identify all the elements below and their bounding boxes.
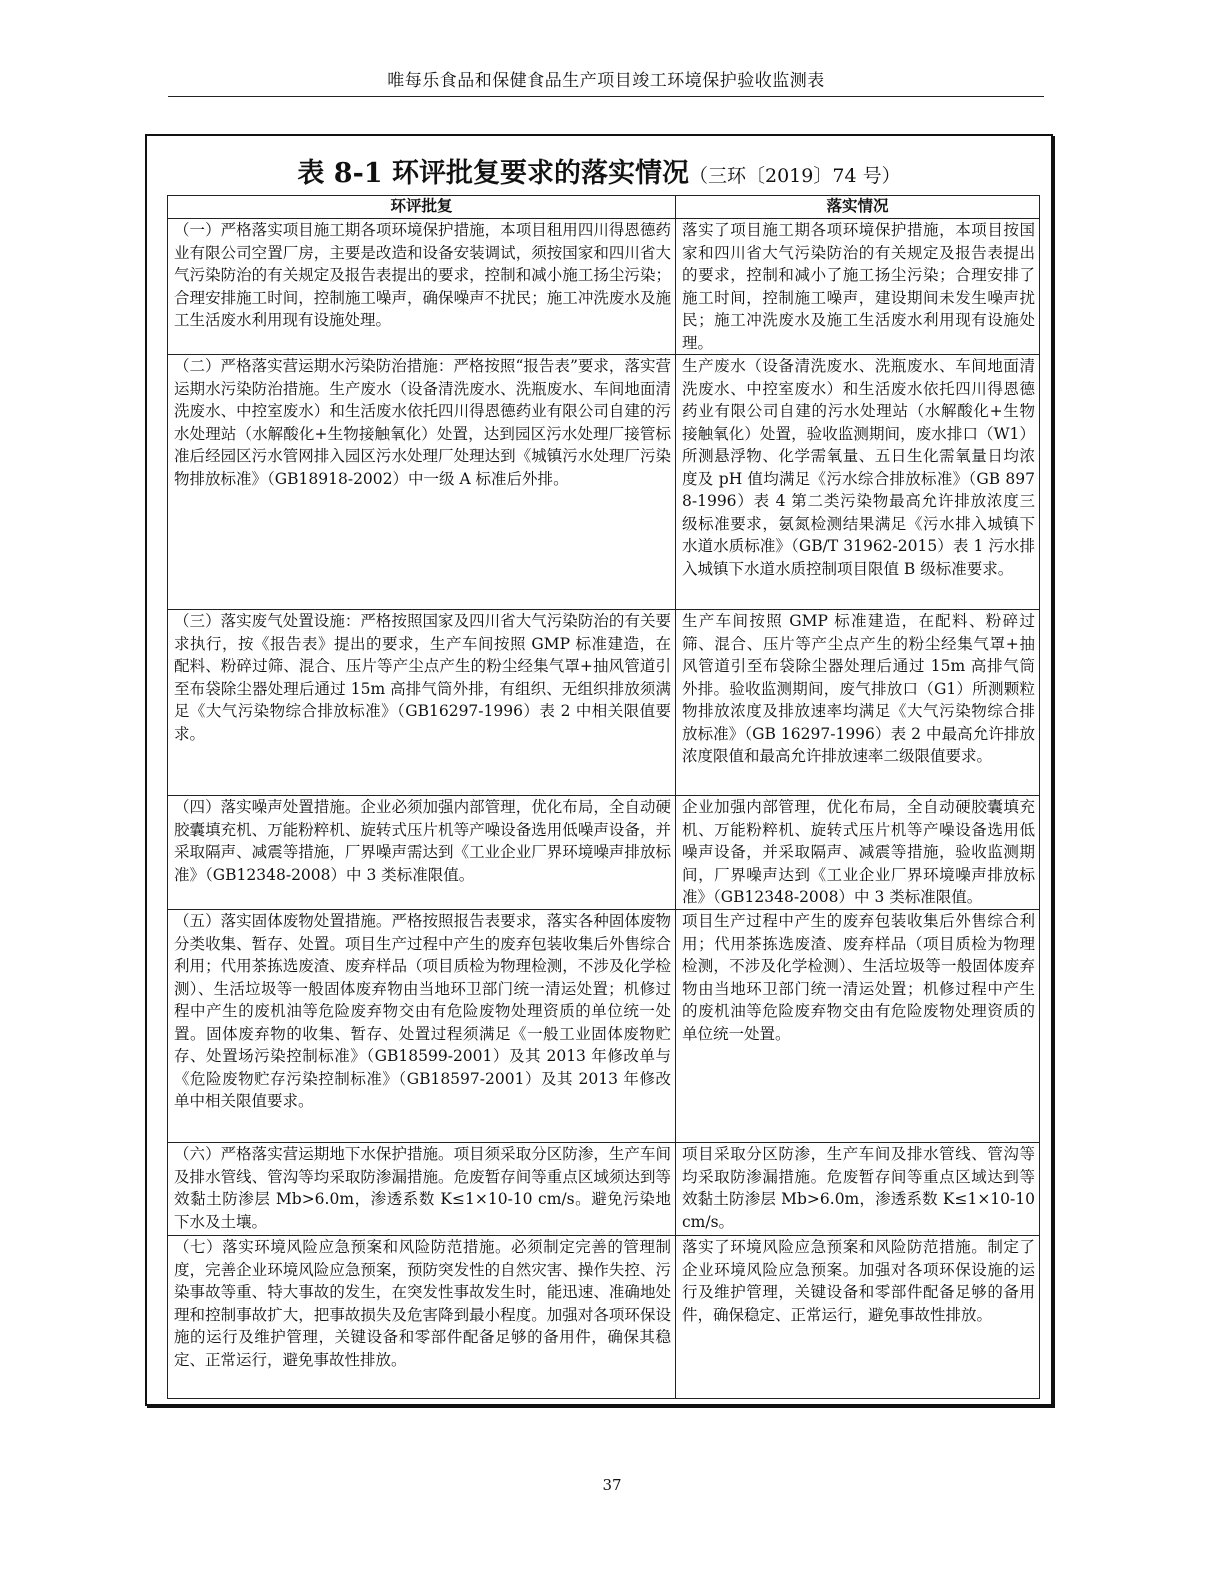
requirement-cell: （六）严格落实营运期地下水保护措施。项目须采取分区防渗，生产车间及排水管线、管沟等均采取防渗漏措施。危废暂存间等重点区域须达到等效黏土防渗层 Mb>6.0m，渗透系数 K≤1×10-10 cm/s。避免污染地下水及土壤。 (168, 1143, 676, 1236)
table-title (147, 156, 1051, 194)
implementation-cell: 生产车间按照 GMP 标准建造，在配料、粉碎过筛、混合、压片等产尘点产生的粉尘经集气罩+抽风管道引至布袋除尘器处理后通过 15m 高排气筒外排。验收监测期间，废气排放口（G1）所测颗粒物排放浓度及排放速率均满足《大气污染物综合排放标准》（GB 16297-1996）表 2 中最高允许排放浓度限值和最高允许排放速率二级限值要求。 (676, 610, 1040, 796)
requirement-cell: （四）落实噪声处置措施。企业必须加强内部管理，优化布局，全自动硬胶囊填充机、万能粉粹机、旋转式压片机等产噪设备选用低噪声设备，并采取隔声、减震等措施，厂界噪声需达到《工业企业厂界环境噪声排放标准》（GB12348-2008）中 3 类标准限值。 (168, 796, 676, 910)
table-header-row (168, 196, 1040, 219)
table-row (168, 1236, 1040, 1399)
table-row (168, 796, 1040, 910)
running-header: 唯每乐食品和保健食品生产项目竣工环境保护验收监测表 (387, 71, 825, 91)
table-frame (145, 134, 1053, 1406)
table-row (168, 219, 1040, 355)
implementation-cell: 生产废水（设备清洗废水、洗瓶废水、车间地面清洗废水、中控室废水）和生活废水依托四川得恩德药业有限公司自建的污水处理站（水解酸化+生物接触氧化）处置，验收监测期间，废水排口（W1）所测悬浮物、化学需氧量、五日生化需氧量日均浓度及 pH 值均满足《污水综合排放标准》（GB 8978-1996）表 4 第二类污染物最高允许排放浓度三级标准要求，氨氮检测结果满足《污水排入城镇下水道水质标准》（GB/T 31962-2015）表 1 污水排入城镇下水道水质控制项目限值 B 级标准要求。 (676, 355, 1040, 610)
table-row (168, 355, 1040, 610)
column-header-requirement: 环评批复 (168, 196, 676, 219)
implementation-cell: 企业加强内部管理，优化布局，全自动硬胶囊填充机、万能粉粹机、旋转式压片机等产噪设备选用低噪声设备，并采取隔声、减震等措施，验收监测期间，厂界噪声达到《工业企业厂界环境噪声排放标准》（GB12348-2008）中 3 类标准限值。 (676, 796, 1040, 910)
table-row (168, 910, 1040, 1143)
table-row (168, 610, 1040, 796)
table-title-sub: （三环〔2019〕74 号） (689, 165, 901, 187)
column-header-implementation: 落实情况 (676, 196, 1040, 219)
requirement-cell: （一）严格落实项目施工期各项环境保护措施，本项目租用四川得恩德药业有限公司空置厂房，主要是改造和设备安装调试，须按国家和四川省大气污染防治的有关规定及报告表提出的要求，控制和减小施工扬尘污染；合理安排施工时间，控制施工噪声，确保噪声不扰民；施工冲洗废水及施工生活废水利用现有设施处理。 (168, 219, 676, 355)
implementation-cell: 项目生产过程中产生的废弃包装收集后外售综合利用；代用茶拣选废渣、废弃样品（项目质检为物理检测，不涉及化学检测）、生活垃圾等一般固体废弃物由当地环卫部门统一清运处置；机修过程中产生的废机油等危险废弃物交由有危险废物处理资质的单位统一处置。 (676, 910, 1040, 1143)
requirement-cell: （七）落实环境风险应急预案和风险防范措施。必须制定完善的管理制度，完善企业环境风险应急预案，预防突发性的自然灾害、操作失控、污染事故等重、特大事故的发生，在突发性事故发生时，能迅速、准确地处理和控制事故扩大，把事故损失及危害降到最小程度。加强对各项环保设施的运行及维护管理，关键设备和零部件配备足够的备用件，确保其稳定、正常运行，避免事故性排放。 (168, 1236, 676, 1399)
implementation-cell: 落实了项目施工期各项环境保护措施，本项目按国家和四川省大气污染防治的有关规定及报告表提出的要求，控制和减小了施工扬尘污染；合理安排了施工时间，控制施工噪声，建设期间未发生噪声扰民；施工冲洗废水及施工生活废水利用现有设施处理。 (676, 219, 1040, 355)
requirement-cell: （二）严格落实营运期水污染防治措施：严格按照“报告表”要求，落实营运期水污染防治措施。生产废水（设备清洗废水、洗瓶废水、车间地面清洗废水、中控室废水）和生活废水依托四川得恩德药业有限公司自建的污水处理站（水解酸化+生物接触氧化）处置，达到园区污水处理厂接管标准后经园区污水管网排入园区污水处理厂处理达到《城镇污水处理厂污染物排放标准》（GB18918-2002）中一级 A 标准后外排。 (168, 355, 676, 610)
requirement-cell: （五）落实固体废物处置措施。严格按照报告表要求，落实各种固体废物分类收集、暂存、处置。项目生产过程中产生的废弃包装收集后外售综合利用；代用茶拣选废渣、废弃样品（项目质检为物理检测，不涉及化学检测）、生活垃圾等一般固体废弃物由当地环卫部门统一清运处置；机修过程中产生的废机油等危险废弃物交由有危险废物处理资质的单位统一处置。固体废弃物的收集、暂存、处置过程须满足《一般工业固体废物贮存、处置场污染控制标准》（GB18599-2001）及其 2013 年修改单与《危险废物贮存污染控制标准》（GB18597-2001）及其 2013 年修改单中相关限值要求。 (168, 910, 676, 1143)
table-row (168, 1143, 1040, 1236)
header-rule (168, 96, 1044, 97)
requirement-cell: （三）落实废气处置设施：严格按照国家及四川省大气污染防治的有关要求执行，按《报告表》提出的要求，生产车间按照 GMP 标准建造，在配料、粉碎过筛、混合、压片等产尘点产生的粉尘经集气罩+抽风管道引至布袋除尘器处理后通过 15m 高排气筒外排，有组织、无组织排放须满足《大气污染物综合排放标准》（GB16297-1996）表 2 中相关限值要求。 (168, 610, 676, 796)
table-title-main: 表 8-1 环评批复要求的落实情况 (297, 158, 689, 189)
requirements-table (167, 195, 1040, 1399)
implementation-cell: 落实了环境风险应急预案和风险防范措施。制定了企业环境风险应急预案。加强对各项环保设施的运行及维护管理，关键设备和零部件配备足够的备用件，确保稳定、正常运行，避免事故性排放。 (676, 1236, 1040, 1399)
page-number: 37 (602, 1476, 622, 1494)
implementation-cell: 项目采取分区防渗，生产车间及排水管线、管沟等均采取防渗漏措施。危废暂存间等重点区域达到等效黏土防渗层 Mb>6.0m，渗透系数 K≤1×10-10 cm/s。 (676, 1143, 1040, 1236)
